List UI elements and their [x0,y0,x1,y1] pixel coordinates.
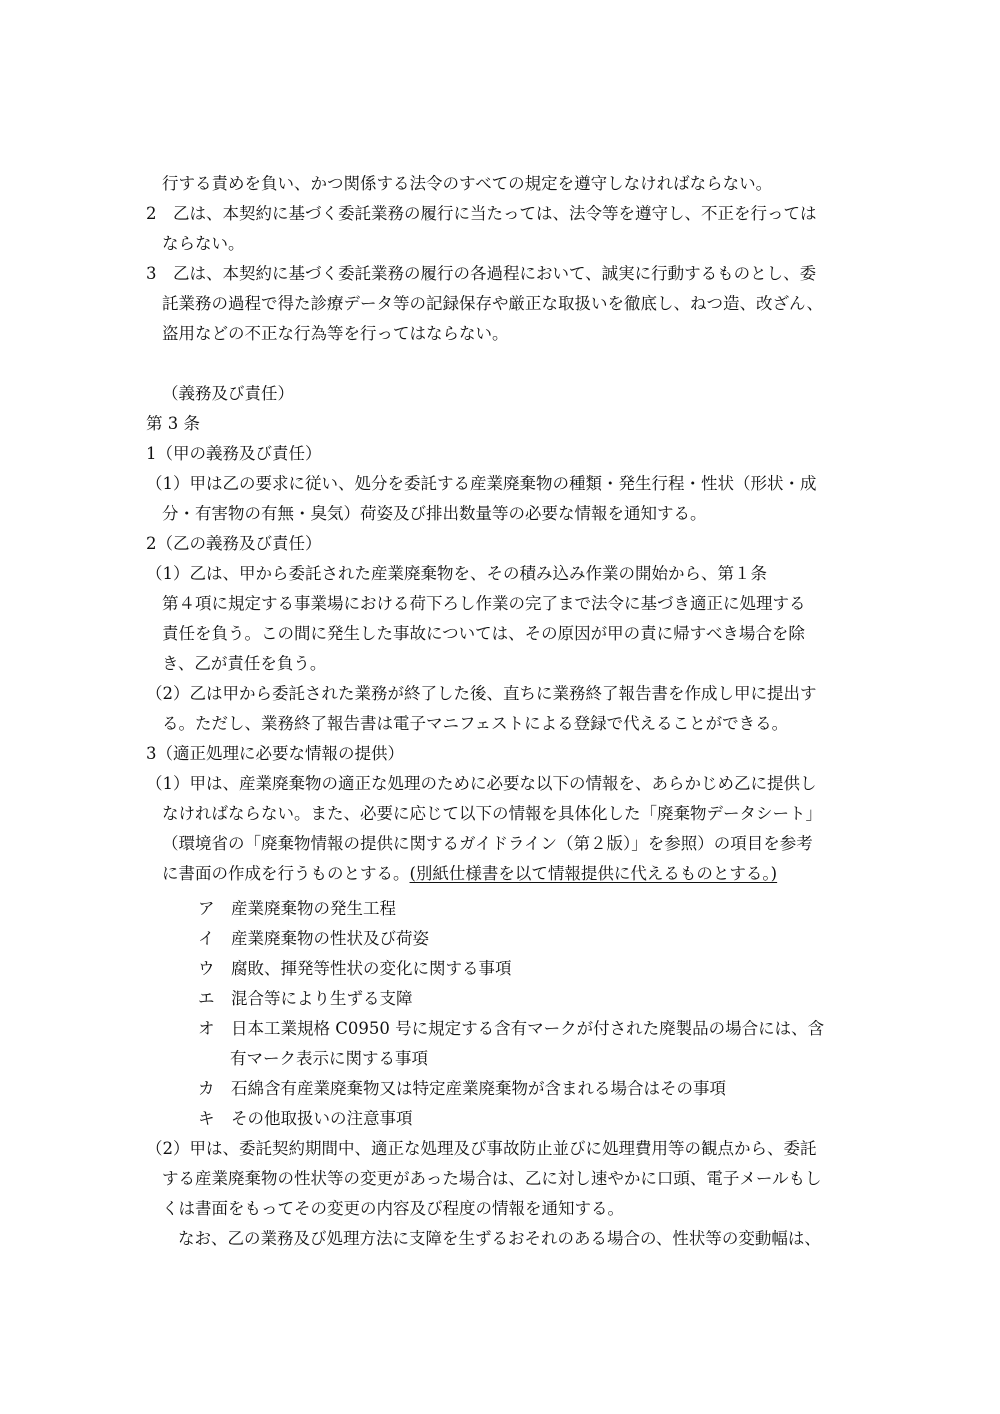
clause-2-2-continuation: ならない。 [162,234,245,253]
item-3-2-continuation: する産業廃棄物の性状等の変更があった場合は、乙に対し速やかに口頭、電子メールもし [162,1169,822,1188]
item-3-2-continuation: くは書面をもってその変更の内容及び程度の情報を通知する。 [162,1199,624,1218]
item-3-1-continuation [162,862,777,886]
item-2-1-continuation: き、乙が責任を負う。 [162,654,327,673]
list-item-o-continuation: 有マーク表示に関する事項 [230,1049,428,1068]
item-3-1-continuation: （環境省の「廃棄物情報の提供に関するガイドライン（第２版）」を参照）の項目を参考 [162,834,813,853]
item-3-2-note: なお、乙の業務及び処理方法に支障を生ずるおそれのある場合の、性状等の変動幅は、 [178,1229,821,1248]
clause-2-1-continuation: 行する責めを負い、かつ関係する法令のすべての規定を遵守しなければならない。 [162,174,773,193]
underlined-note: (別紙仕様書を以て情報提供に代えるものとする。) [409,864,778,883]
clause-2-3-continuation: 盗用などの不正な行為等を行ってはならない。 [162,324,509,343]
item-1-1: （1）甲は乙の要求に従い、処分を委託する産業廃棄物の種類・発生行程・性状（形状・成 [146,474,817,493]
item-3-1-text: に書面の作成を行うものとする。 [162,864,410,883]
item-2-1-continuation: 責任を負う。この間に発生した事故については、その原因が甲の責に帰すべき場合を除 [162,624,805,643]
item-3-1-continuation: なければならない。また、必要に応じて以下の情報を具体化した「廃棄物データシート」 [162,804,822,823]
item-3-2: （2）甲は、委託契約期間中、適正な処理及び事故防止並びに処理費用等の観点から、委託 [146,1139,817,1158]
section-1-heading: 1（甲の義務及び責任） [146,444,322,463]
item-2-2: （2）乙は甲から委託された業務が終了した後、直ちに業務終了報告書を作成し甲に提出す [146,684,817,703]
section-2-heading: 2（乙の義務及び責任） [146,534,322,553]
item-2-1-continuation: 第４項に規定する事業場における荷下ろし作業の完了まで法令に基づき適正に処理する [162,594,806,613]
item-1-1-continuation: 分・有害物の有無・臭気）荷姿及び排出数量等の必要な情報を通知する。 [162,504,707,523]
list-item-o: オ 日本工業規格 C0950 号に規定する含有マークが付された廃製品の場合には、含 [198,1019,825,1038]
clause-2-3: 3 乙は、本契約に基づく委託業務の履行の各過程において、誠実に行動するものとし、委 [146,264,817,283]
list-item-ka: カ 石綿含有産業廃棄物又は特定産業廃棄物が含まれる場合はその事項 [198,1079,726,1098]
section-3-heading: 3（適正処理に必要な情報の提供） [146,744,404,763]
clause-2-3-continuation: 託業務の過程で得た診療データ等の記録保存や厳正な取扱いを徹底し、ねつ造、改ざん、 [162,294,823,313]
article-3-number: 第 3 条 [146,414,200,433]
list-item-e: エ 混合等により生ずる支障 [198,989,413,1008]
clause-2-2: 2 乙は、本契約に基づく委託業務の履行に当たっては、法令等を遵守し、不正を行っては [146,204,817,223]
article-3-heading: （義務及び責任） [162,384,294,403]
list-item-ki: キ その他取扱いの注意事項 [198,1109,413,1128]
list-item-i: イ 産業廃棄物の性状及び荷姿 [198,929,429,948]
item-3-1: （1）甲は、産業廃棄物の適正な処理のために必要な以下の情報を、あらかじめ乙に提供し [146,774,817,793]
item-2-2-continuation: る。ただし、業務終了報告書は電子マニフェストによる登録で代えることができる。 [162,714,789,733]
list-item-u: ウ 腐敗、揮発等性状の変化に関する事項 [198,959,512,978]
item-2-1: （1）乙は、甲から委託された産業廃棄物を、その積み込み作業の開始から、第１条 [146,564,767,583]
list-item-a: ア 産業廃棄物の発生工程 [198,899,396,918]
